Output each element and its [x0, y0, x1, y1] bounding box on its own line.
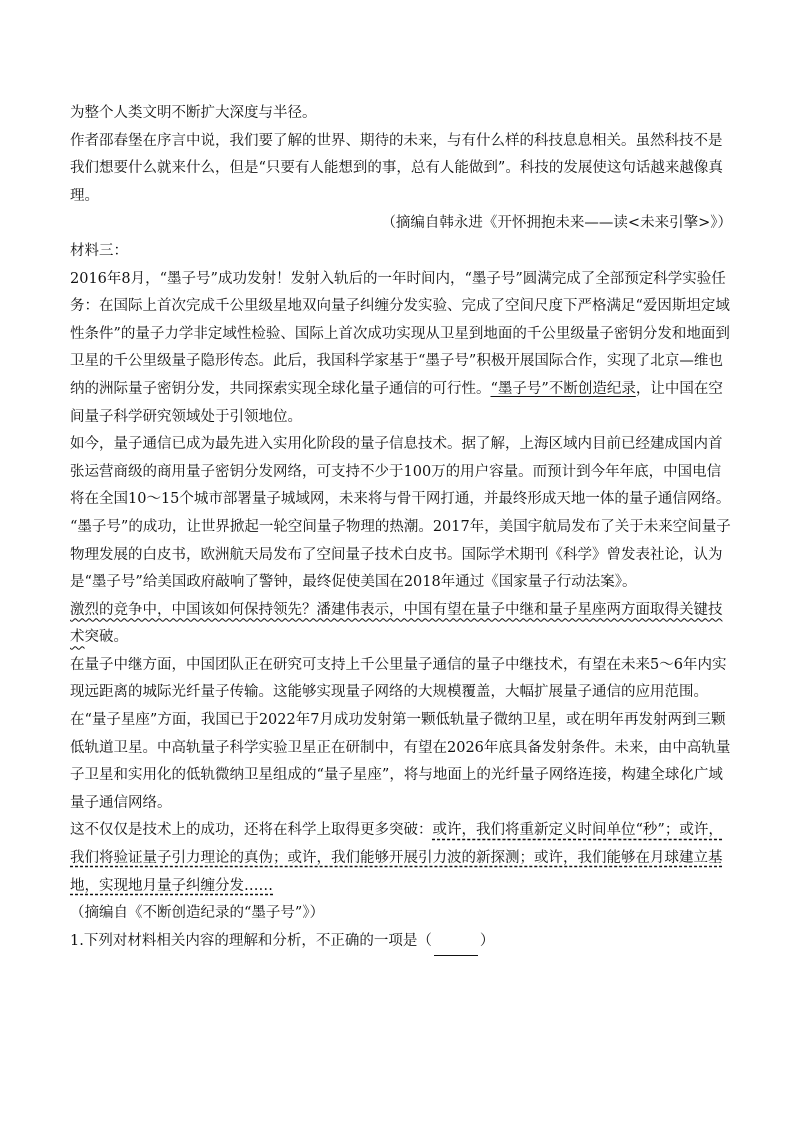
paragraph: 在“量子星座”方面，我国已于2022年7月成功发射第一颗低轨量子微纳卫星，或在明年再发射两到三颗低轨道卫星。中高轨量子科学实验卫星正在研制中，有望在2026年底具备发射条件。未来，由中高轨量子卫星和实用化的低轨微纳卫星组成的“量子星座”，将与地面上的光纤量子网络连接，构建全球化广域量子通信网络。 [70, 712, 731, 811]
paragraph: 激烈的竞争中，中国该如何保持领先？潘建伟表示，中国有望在量子中继和量子星座两方面取得关键技术突破。 [70, 601, 723, 646]
underlined-phrase: “墨子号”不断创造纪录 [490, 380, 636, 397]
paragraph: 作者邵春堡在序言中说，我们要了解的世界、期待的未来，与有什么样的科技息息相关。虽然科技不是我们想要什么就来什么，但是“只要有人能想到的事，总有人能做到”。科技的发展使这句话越来越像真理。 [70, 132, 723, 204]
paragraph: 在量子中继方面，中国团队正在研究可支持上千公里量子通信的量子中继技术，有望在未来5～6年内实现远距离的城际光纤量子传输。这能够实现量子网络的大规模覆盖，大幅扩展量子通信的应用范围。 [70, 656, 727, 701]
paragraph: 为整个人类文明不断扩大深度与半径。 [70, 105, 317, 121]
source-citation: （摘编自韩永进《开怀拥抱未来——读<未来引擎>》） [381, 215, 732, 232]
source-citation: （摘编自《不断创造纪录的“墨子号”》） [70, 905, 325, 922]
wavy-underlined-sentence: 激烈的竞争中，中国该如何保持领先？潘建伟表示，中国有望在量子中继和量子星座两方面取得关键技术 [70, 601, 723, 646]
question-1: 1.下列对材料相关内容的理解和分析，不正确的一项是（ ） [70, 928, 732, 957]
answer-blank[interactable] [434, 928, 478, 957]
passage [70, 100, 732, 956]
paragraph: 如今，量子通信已成为最先进入实用化阶段的量子信息技术。据了解，上海区域内目前已经建成国内首张运营商级的商用量子密钥分发网络，可支持不少于100万的用户容量。而预计到今年年底，中国电信将在全国10～15个城市部署量子城域网，未来将与骨干网打通，并最终形成天地一体的量子通信网络。 [70, 436, 731, 508]
paragraph: 2016年8月，“墨子号”成功发射！发射入轨后的一年时间内，“墨子号”圆满完成了全部预定科学实验任务：在国际上首次完成千公里级星地双向量子纠缠分发实验、完成了空间尺度下严格满足“爱因斯坦定域性条件”的量子力学非定域性检验、国际上首次成功实现从卫星到地面的千公里级量子密钥分发和地面到卫星的千公里级量子隐形传态。此后，我国科学家基于“墨子号”积极开展国际合作，实现了北京—维也纳的洲际量子密钥分发，共同探索实现全球化量子通信的可行性。“墨子号”不断创造纪录，让中国在空间量子科学研究领域处于引领地位。 [70, 270, 730, 425]
dashed-underlined-sentence: 或许，我们将重新定义时间单位“秒”；或许，我们将验证量子引力理论的真伪；或许，我们能够开展引力波的新探测；或许，我们能够在月球建立基地，实现地月量子纠缠分发…… [70, 822, 723, 894]
section-heading: 材料三： [70, 242, 128, 259]
paragraph: 这不仅仅是技术上的成功，还将在科学上取得更多突破：或许，我们将重新定义时间单位“秒”；或许，我们将验证量子引力理论的真伪；或许，我们能够开展引力波的新探测；或许，我们能够在月球建立基地，实现地月量子纠缠分发…… [70, 822, 723, 894]
paragraph: “墨子号”的成功，让世界掀起一轮空间量子物理的热潮。2017年，美国宇航局发布了关于未来空间量子物理发展的白皮书，欧洲航天局发布了空间量子技术白皮书。国际学术期刊《科学》曾发表社论，认为是“墨子号”给美国政府敲响了警钟，最终促使美国在2018年通过《国家量子行动法案》。 [70, 518, 731, 591]
